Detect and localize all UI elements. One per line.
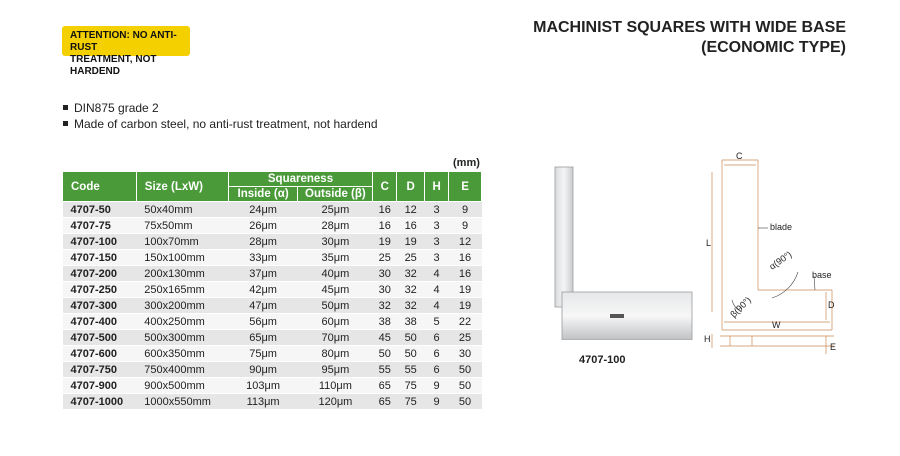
cell-h: 9 — [425, 394, 449, 410]
cell-d: 75 — [397, 394, 425, 410]
cell-outside: 35μm — [298, 250, 373, 266]
dim-c-label: C — [736, 151, 743, 161]
table-row — [63, 202, 482, 218]
cell-h: 3 — [425, 250, 449, 266]
cell-e: 30 — [449, 346, 482, 362]
cell-d: 55 — [397, 362, 425, 378]
cell-d: 32 — [397, 298, 425, 314]
table-row — [63, 330, 482, 346]
cell-code: 4707-75 — [63, 218, 137, 234]
dim-l-label: L — [706, 238, 712, 248]
cell-inside: 103μm — [228, 378, 298, 394]
cell-size: 300x200mm — [136, 298, 228, 314]
cell-e: 50 — [449, 378, 482, 394]
title-line-1: MACHINIST SQUARES WITH WIDE BASE — [533, 19, 846, 36]
cell-size: 75x50mm — [136, 218, 228, 234]
cell-e: 19 — [449, 282, 482, 298]
alpha-label: α(90°) — [767, 249, 794, 272]
table-row — [63, 234, 482, 250]
cell-d: 75 — [397, 378, 425, 394]
cell-code: 4707-500 — [63, 330, 137, 346]
cell-h: 9 — [425, 378, 449, 394]
attention-badge — [62, 26, 190, 77]
cell-c: 16 — [373, 202, 397, 218]
title-line-2: (ECONOMIC TYPE) — [701, 39, 846, 56]
cell-d: 32 — [397, 266, 425, 282]
cell-outside: 40μm — [298, 266, 373, 282]
cell-h: 3 — [425, 202, 449, 218]
cell-code: 4707-200 — [63, 266, 137, 282]
header-inside: Inside (α) — [228, 187, 298, 202]
cell-d: 25 — [397, 250, 425, 266]
attention-line-2: TREATMENT, NOT HARDEND — [70, 54, 157, 77]
cell-c: 32 — [373, 298, 397, 314]
header-size: Size (LxW) — [136, 172, 228, 202]
cell-outside: 110μm — [298, 378, 373, 394]
cell-code: 4707-50 — [63, 202, 137, 218]
cell-e: 22 — [449, 314, 482, 330]
cell-c: 30 — [373, 266, 397, 282]
cell-c: 38 — [373, 314, 397, 330]
cell-code: 4707-750 — [63, 362, 137, 378]
cell-h: 3 — [425, 218, 449, 234]
cell-code: 4707-1000 — [63, 394, 137, 410]
cell-size: 50x40mm — [136, 202, 228, 218]
cell-h: 5 — [425, 314, 449, 330]
header-c: C — [373, 172, 397, 202]
cell-c: 55 — [373, 362, 397, 378]
cell-outside: 120μm — [298, 394, 373, 410]
cell-c: 19 — [373, 234, 397, 250]
table-row — [63, 314, 482, 330]
cell-outside: 70μm — [298, 330, 373, 346]
cell-inside: 75μm — [228, 346, 298, 362]
cell-inside: 47μm — [228, 298, 298, 314]
dim-w-label: W — [772, 320, 781, 330]
table-row — [63, 266, 482, 282]
feature-list — [62, 100, 378, 132]
cell-outside: 45μm — [298, 282, 373, 298]
cell-code: 4707-300 — [63, 298, 137, 314]
blade-label: blade — [770, 222, 793, 232]
cell-c: 30 — [373, 282, 397, 298]
cell-code: 4707-400 — [63, 314, 137, 330]
cell-inside: 24μm — [228, 202, 298, 218]
cell-inside: 37μm — [228, 266, 298, 282]
photo-caption: 4707-100 — [579, 354, 626, 366]
dim-d-label: D — [828, 300, 835, 310]
cell-outside: 80μm — [298, 346, 373, 362]
technical-drawing — [690, 150, 890, 370]
cell-code: 4707-900 — [63, 378, 137, 394]
cell-h: 4 — [425, 266, 449, 282]
cell-size: 400x250mm — [136, 314, 228, 330]
page-title — [470, 18, 846, 58]
cell-e: 19 — [449, 298, 482, 314]
cell-outside: 50μm — [298, 298, 373, 314]
feature-item: DIN875 grade 2 — [62, 100, 378, 116]
cell-e: 9 — [449, 202, 482, 218]
cell-size: 500x300mm — [136, 330, 228, 346]
cell-d: 38 — [397, 314, 425, 330]
cell-e: 9 — [449, 218, 482, 234]
header-d: D — [397, 172, 425, 202]
table-row — [63, 394, 482, 410]
cell-d: 50 — [397, 330, 425, 346]
cell-outside: 30μm — [298, 234, 373, 250]
table-row — [63, 362, 482, 378]
table-row — [63, 250, 482, 266]
cell-e: 50 — [449, 394, 482, 410]
cell-e: 50 — [449, 362, 482, 378]
cell-outside: 25μm — [298, 202, 373, 218]
cell-h: 6 — [425, 330, 449, 346]
cell-d: 12 — [397, 202, 425, 218]
beta-label: β(90°) — [728, 294, 753, 320]
cell-inside: 90μm — [228, 362, 298, 378]
cell-e: 16 — [449, 250, 482, 266]
table-row — [63, 298, 482, 314]
header-code: Code — [63, 172, 137, 202]
base-label: base — [812, 270, 832, 280]
cell-size: 750x400mm — [136, 362, 228, 378]
cell-code: 4707-150 — [63, 250, 137, 266]
cell-inside: 65μm — [228, 330, 298, 346]
cell-size: 1000x550mm — [136, 394, 228, 410]
cell-outside: 60μm — [298, 314, 373, 330]
cell-h: 6 — [425, 362, 449, 378]
cell-e: 12 — [449, 234, 482, 250]
dim-h-label: H — [704, 334, 711, 344]
cell-c: 65 — [373, 394, 397, 410]
cell-outside: 28μm — [298, 218, 373, 234]
cell-d: 32 — [397, 282, 425, 298]
cell-h: 3 — [425, 234, 449, 250]
cell-code: 4707-250 — [63, 282, 137, 298]
table-row — [63, 282, 482, 298]
cell-c: 65 — [373, 378, 397, 394]
product-photo — [540, 160, 700, 340]
cell-outside: 95μm — [298, 362, 373, 378]
cell-h: 6 — [425, 346, 449, 362]
cell-c: 16 — [373, 218, 397, 234]
cell-inside: 42μm — [228, 282, 298, 298]
header-h: H — [425, 172, 449, 202]
cell-size: 900x500mm — [136, 378, 228, 394]
brand-label-icon — [610, 314, 624, 318]
cell-inside: 33μm — [228, 250, 298, 266]
cell-e: 25 — [449, 330, 482, 346]
table-row — [63, 346, 482, 362]
cell-inside: 56μm — [228, 314, 298, 330]
cell-size: 150x100mm — [136, 250, 228, 266]
cell-inside: 26μm — [228, 218, 298, 234]
cell-size: 200x130mm — [136, 266, 228, 282]
cell-h: 4 — [425, 298, 449, 314]
table-row — [63, 378, 482, 394]
unit-label: (mm) — [453, 157, 480, 169]
dim-e-label: E — [830, 342, 837, 352]
cell-size: 250x165mm — [136, 282, 228, 298]
cell-c: 50 — [373, 346, 397, 362]
header-squareness: Squareness — [228, 172, 373, 187]
cell-d: 16 — [397, 218, 425, 234]
header-outside: Outside (β) — [298, 187, 373, 202]
cell-inside: 113μm — [228, 394, 298, 410]
cell-code: 4707-100 — [63, 234, 137, 250]
feature-item: Made of carbon steel, no anti-rust treatment, not hardend — [62, 116, 378, 132]
cell-size: 600x350mm — [136, 346, 228, 362]
cell-code: 4707-600 — [63, 346, 137, 362]
table-row — [63, 218, 482, 234]
header-e: E — [449, 172, 482, 202]
cell-d: 50 — [397, 346, 425, 362]
attention-line-1: ATTENTION: NO ANTI-RUST — [70, 30, 177, 53]
cell-size: 100x70mm — [136, 234, 228, 250]
cell-h: 4 — [425, 282, 449, 298]
spec-table — [62, 171, 482, 410]
cell-e: 16 — [449, 266, 482, 282]
cell-inside: 28μm — [228, 234, 298, 250]
cell-d: 19 — [397, 234, 425, 250]
cell-c: 25 — [373, 250, 397, 266]
cell-c: 45 — [373, 330, 397, 346]
